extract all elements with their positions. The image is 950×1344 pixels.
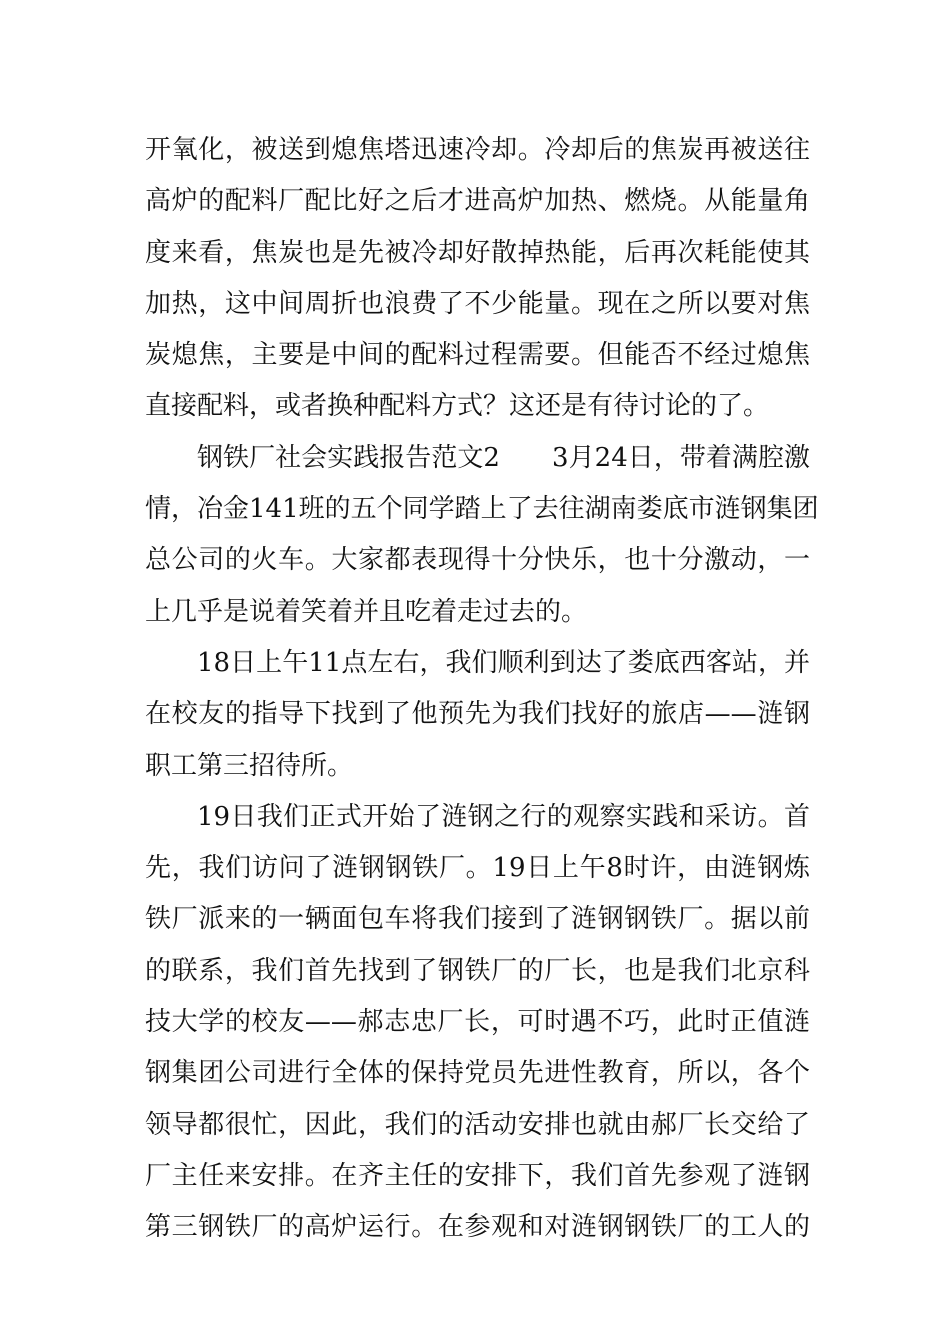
- text-line: 总公司的火车。大家都表现得十分快乐，也十分激动，一: [145, 545, 810, 576]
- paragraph-3: [145, 638, 810, 792]
- paragraph-1: [145, 125, 810, 433]
- document-body: [145, 125, 819, 1254]
- text-line: 18日上午11点左右，我们顺利到达了娄底西客站，并: [197, 647, 810, 678]
- text-line: 钢集团公司进行全体的保持党员先进性教育，所以，各个: [145, 1058, 810, 1089]
- text-line: 情，冶金141班的五个同学踏上了去往湖南娄底市涟钢集团: [145, 494, 819, 525]
- text-line: 19日我们正式开始了涟钢之行的观察实践和采访。首: [197, 801, 810, 832]
- text-line: 直接配料，或者换种配料方式？这还是有待讨论的了。: [145, 391, 770, 422]
- text-line: 钢铁厂社会实践报告范文2 3月24日，带着满腔激: [197, 442, 810, 473]
- text-line: 炭熄焦，主要是中间的配料过程需要。但能否不经过熄焦: [145, 340, 810, 371]
- paragraph-2: [145, 433, 819, 638]
- text-line: 度来看，焦炭也是先被冷却好散掉热能，后再次耗能使其: [145, 237, 810, 268]
- text-line: 高炉的配料厂配比好之后才进高炉加热、燃烧。从能量角: [145, 186, 810, 217]
- text-line: 开氧化，被送到熄焦塔迅速冷却。冷却后的焦炭再被送往: [145, 135, 810, 165]
- text-line: 厂主任来安排。在齐主任的安排下，我们首先参观了涟钢: [145, 1160, 810, 1191]
- text-line: 加热，这中间周折也浪费了不少能量。现在之所以要对焦: [145, 288, 810, 319]
- text-line: 在校友的指导下找到了他预先为我们找好的旅店——涟钢: [145, 699, 810, 730]
- text-line: 铁厂派来的一辆面包车将我们接到了涟钢钢铁厂。据以前: [145, 904, 810, 935]
- paragraph-4: [145, 792, 810, 1254]
- text-line: 第三钢铁厂的高炉运行。在参观和对涟钢钢铁厂的工人的: [145, 1212, 810, 1243]
- text-line: 先，我们访问了涟钢钢铁厂。19日上午8时许，由涟钢炼: [145, 853, 810, 884]
- text-line: 职工第三招待所。: [145, 750, 354, 781]
- text-line: 领导都很忙，因此，我们的活动安排也就由郝厂长交给了: [145, 1109, 810, 1140]
- text-line: 上几乎是说着笑着并且吃着走过去的。: [145, 596, 588, 627]
- text-line: 技大学的校友——郝志忠厂长，可时遇不巧，此时正值涟: [145, 1007, 810, 1038]
- text-line: 的联系，我们首先找到了钢铁厂的厂长，也是我们北京科: [145, 955, 810, 986]
